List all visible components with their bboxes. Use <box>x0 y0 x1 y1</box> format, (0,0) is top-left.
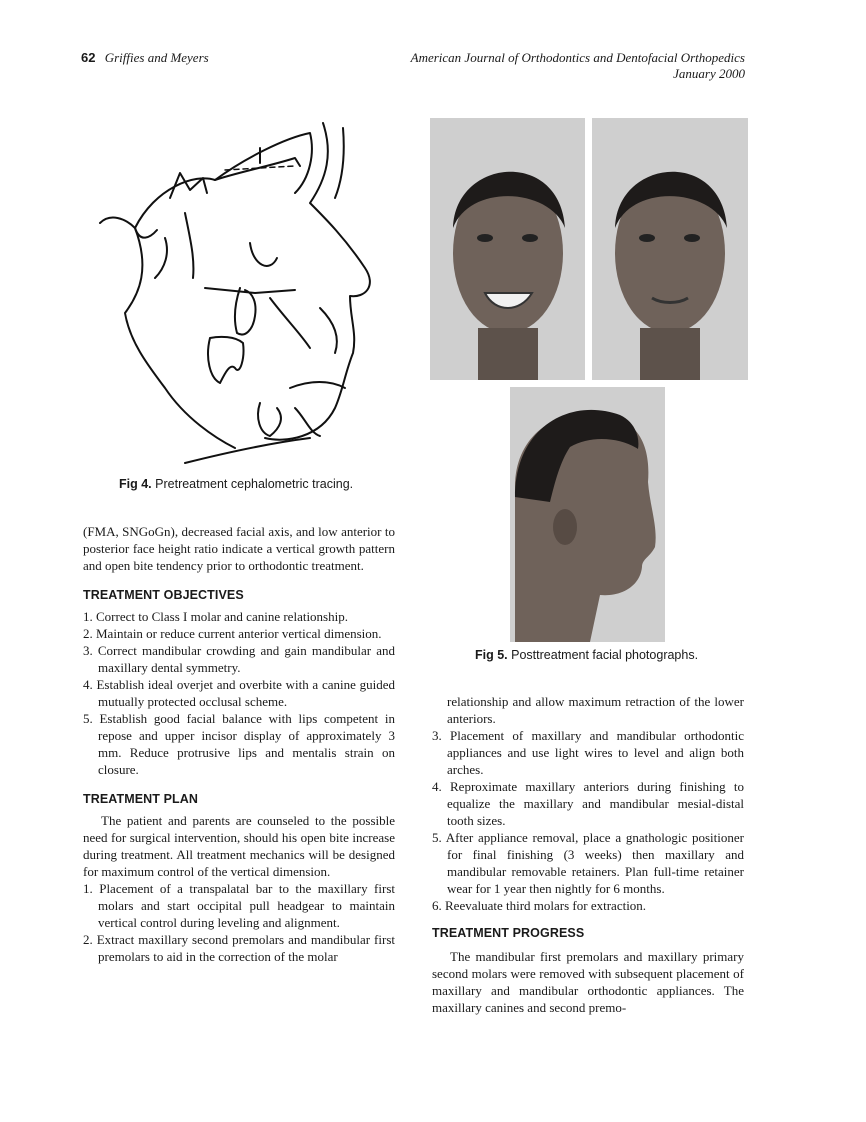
issue-date: January 2000 <box>673 66 745 81</box>
plan-list-continued <box>432 693 744 914</box>
plan-heading: TREATMENT PLAN <box>83 792 199 806</box>
fig5-label: Fig 5. <box>475 648 508 662</box>
plan-list <box>83 880 395 965</box>
fig4-caption-text: Pretreatment cephalometric tracing. <box>155 477 354 491</box>
page-number: 62 <box>81 50 96 65</box>
plan-item: 1. Placement of a transpalatal bar to the maxillary first molars and start occipital pull headgear to maintain vertical control during leveling and alignment. <box>83 881 395 930</box>
fig4-label: Fig 4. <box>119 477 152 491</box>
objective-item: 2. Maintain or reduce current anterior vertical dimension. <box>83 626 382 641</box>
left-column <box>83 523 395 965</box>
objectives-heading: TREATMENT OBJECTIVES <box>83 588 244 602</box>
running-header-right <box>411 50 745 82</box>
plan-item: 6. Reevaluate third molars for extraction. <box>432 898 647 913</box>
journal-title: American Journal of Orthodontics and Dentofacial Orthopedics <box>410 50 745 65</box>
fig4-caption <box>119 477 353 491</box>
plan-item: 4. Reproximate maxillary anteriors during finishing to equalize the maxillary and mandibular mesial-distal tooth sizes. <box>432 779 744 828</box>
objective-item: 1. Correct to Class I molar and canine relationship. <box>83 609 348 624</box>
frontal-photographs <box>430 118 748 380</box>
plan-paragraph: The patient and parents are counseled to the possible need for surgical intervention, should his open bite increase during treatment. All treatment mechanics will be designed for maximum control of the vertical dimension. <box>83 813 395 879</box>
objectives-list <box>83 608 395 778</box>
right-column <box>432 693 744 1016</box>
fig5-caption-text: Posttreatment facial photographs. <box>511 648 699 662</box>
objective-item: 4. Establish ideal overjet and overbite with a canine guided mutually protected occlusal scheme. <box>83 677 395 709</box>
plan-item: 2. Extract maxillary second premolars and mandibular first premolars to aid in the correction of the molar <box>83 932 395 964</box>
objective-item: 5. Establish good facial balance with lips competent in repose and upper incisor display of approximately 3 mm. Reduce protrusive lips and mentalis strain on closure. <box>83 711 395 777</box>
progress-paragraph: The mandibular first premolars and maxillary primary second molars were removed with subsequent placement of maxillary and mandibular orthodontic appliances. The maxillary canines and second premo- <box>432 949 744 1015</box>
fig5-caption <box>475 648 698 662</box>
progress-heading: TREATMENT PROGRESS <box>432 926 585 940</box>
cephalometric-tracing-figure <box>95 118 405 468</box>
profile-photograph <box>510 387 665 642</box>
plan-item: 3. Placement of maxillary and mandibular orthodontic appliances and use light wires to level and align both arches. <box>432 728 744 777</box>
plan-item: 5. After appliance removal, place a gnathologic positioner for final finishing (3 weeks) then maxillary and mandibular removable retainers. Plan full-time retainer wear for 1 year then nightly for 6 months. <box>432 830 744 896</box>
running-authors: Griffies and Meyers <box>104 50 209 65</box>
plan-item: relationship and allow maximum retraction of the lower anteriors. <box>447 694 744 726</box>
intro-paragraph: (FMA, SNGoGn), decreased facial axis, and low anterior to posterior face height ratio indicate a vertical growth pattern and open bite tendency prior to orthodontic treatment. <box>83 524 395 573</box>
running-header-left <box>81 50 209 66</box>
objective-item: 3. Correct mandibular crowding and gain mandibular and maxillary dental symmetry. <box>83 643 395 675</box>
